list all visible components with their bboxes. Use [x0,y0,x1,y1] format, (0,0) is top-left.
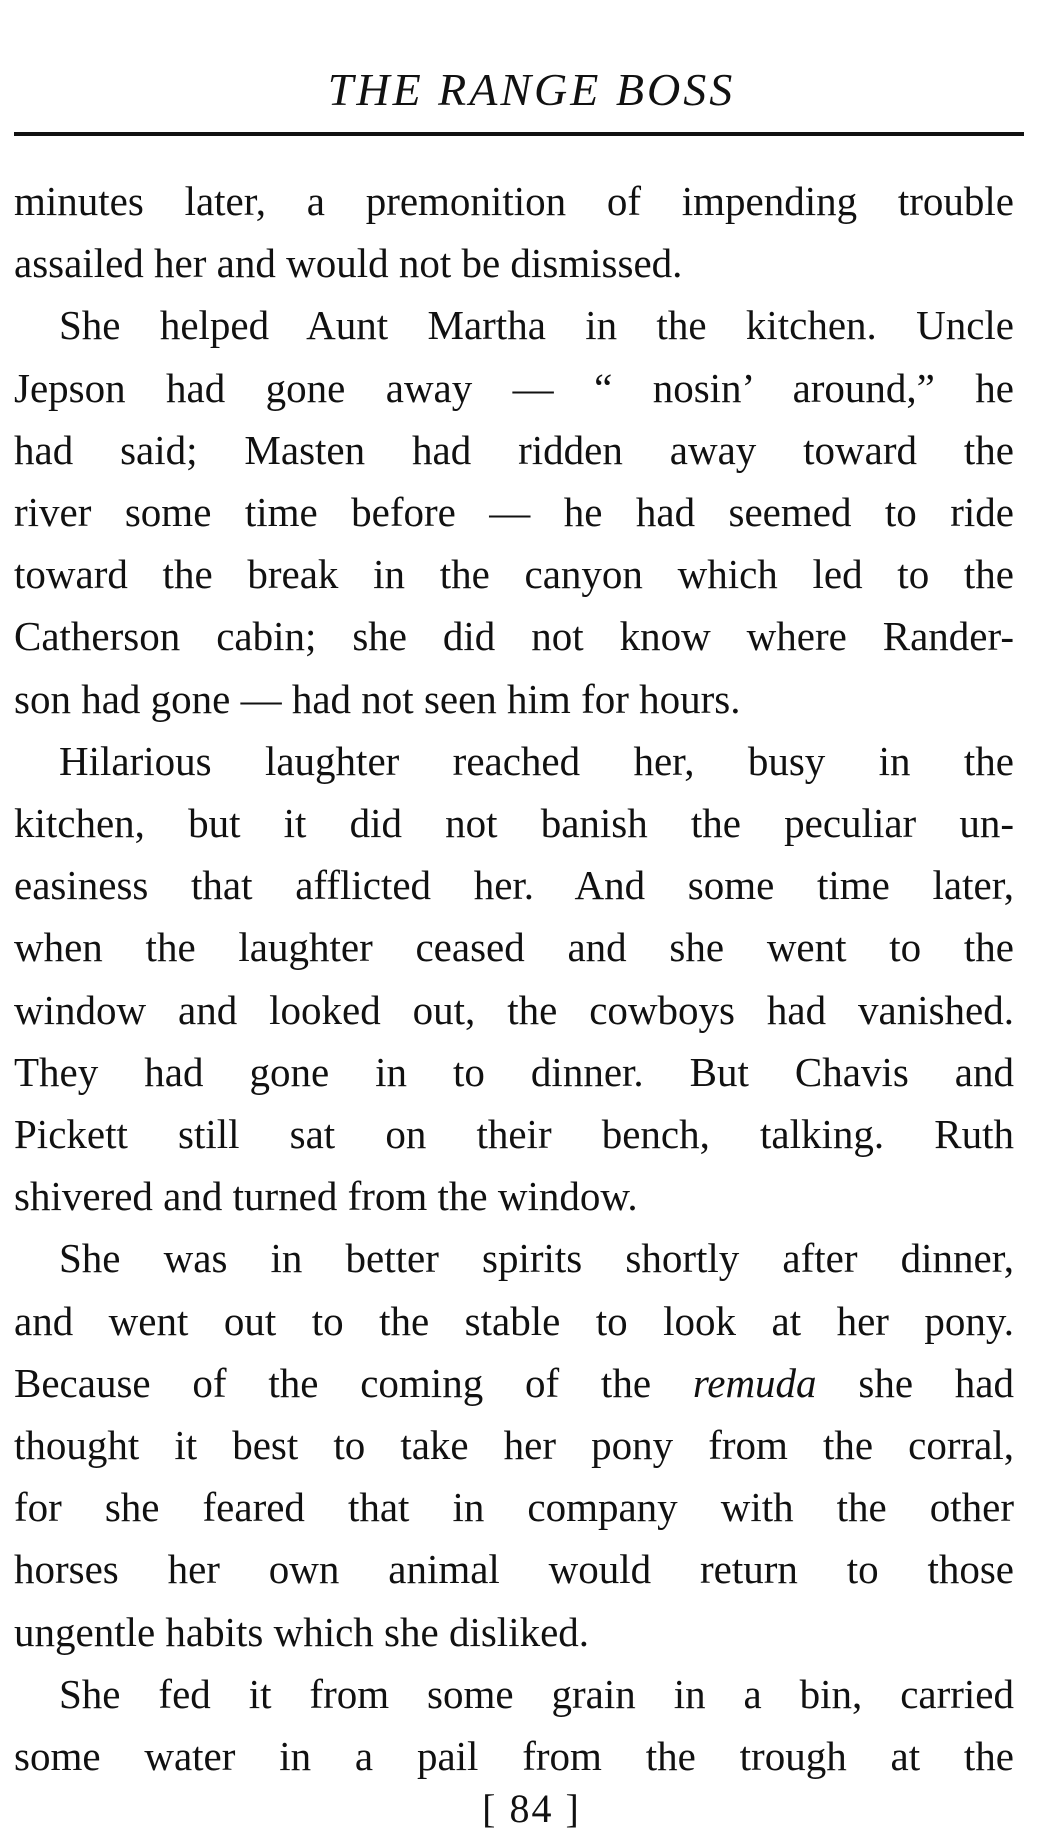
paragraph-3-line-6: They had gone in to dinner. But Chavis and [14,1048,1014,1095]
paragraph-1-line-2: assailed her and would not be dismissed. [14,240,683,287]
paragraph-4-line-2: and went out to the stable to look at her pony. [14,1297,1014,1344]
paragraph-3-line-3: easiness that afflicted her. And some time later, [14,862,1014,909]
body-text [14,170,1014,1787]
paragraph-4-line-6: horses her own animal would return to those [14,1546,1014,1593]
paragraph-2-line-2: Jepson had gone away — “ nosin’ around,” he [14,364,1014,411]
running-head: THE RANGE BOSS [327,64,736,115]
paragraph-4-line-3 [14,1352,1014,1414]
paragraph-4-line-5: for she feared that in company with the other [14,1484,1014,1531]
paragraph-4-line-3-text: Because of the coming of the [14,1359,652,1406]
italic-term-remuda: remuda [692,1359,817,1406]
paragraph-5-line-2: some water in a pail from the trough at the [14,1733,1014,1780]
paragraph-1-line-1: minutes later, a premonition of impending trouble [14,178,1014,224]
paragraph-2-line-7: son had gone — had not seen him for hours. [14,675,741,722]
paragraph-2-line-3: had said; Masten had ridden away toward the [14,426,1014,473]
paragraph-3-line-8: shivered and turned from the window. [14,1173,638,1220]
header-rule [14,132,1024,136]
paragraph-2-line-5: toward the break in the canyon which led to the [14,551,1014,598]
paragraph-3-line-1: Hilarious laughter reached her, busy in the [59,737,1014,784]
paragraph-3-line-7: Pickett still sat on their bench, talking. Ruth [14,1111,1014,1158]
paragraph-2-line-4: river some time before — he had seemed to ride [14,489,1014,536]
paragraph-3-line-4: when the laughter ceased and she went to the [14,924,1014,971]
paragraph-3-line-5: window and looked out, the cowboys had vanished. [14,986,1014,1033]
page-number: [ 84 ] [482,1786,581,1831]
paragraph-4-line-4: thought it best to take her pony from the corral, [14,1422,1014,1469]
paragraph-2-line-1: She helped Aunt Martha in the kitchen. Uncle [59,302,1014,349]
paragraph-4-line-7: ungentle habits which she disliked. [14,1608,590,1655]
paragraph-3-line-2: kitchen, but it did not banish the peculiar un- [14,800,1014,847]
paragraph-5-line-1: She fed it from some grain in a bin, carried [59,1670,1014,1717]
paragraph-4-line-3-end: she had [858,1359,1015,1406]
paragraph-2-line-6: Catherson cabin; she did not know where Rander- [14,613,1014,660]
paragraph-4-line-1: She was in better spirits shortly after dinner, [59,1235,1014,1282]
